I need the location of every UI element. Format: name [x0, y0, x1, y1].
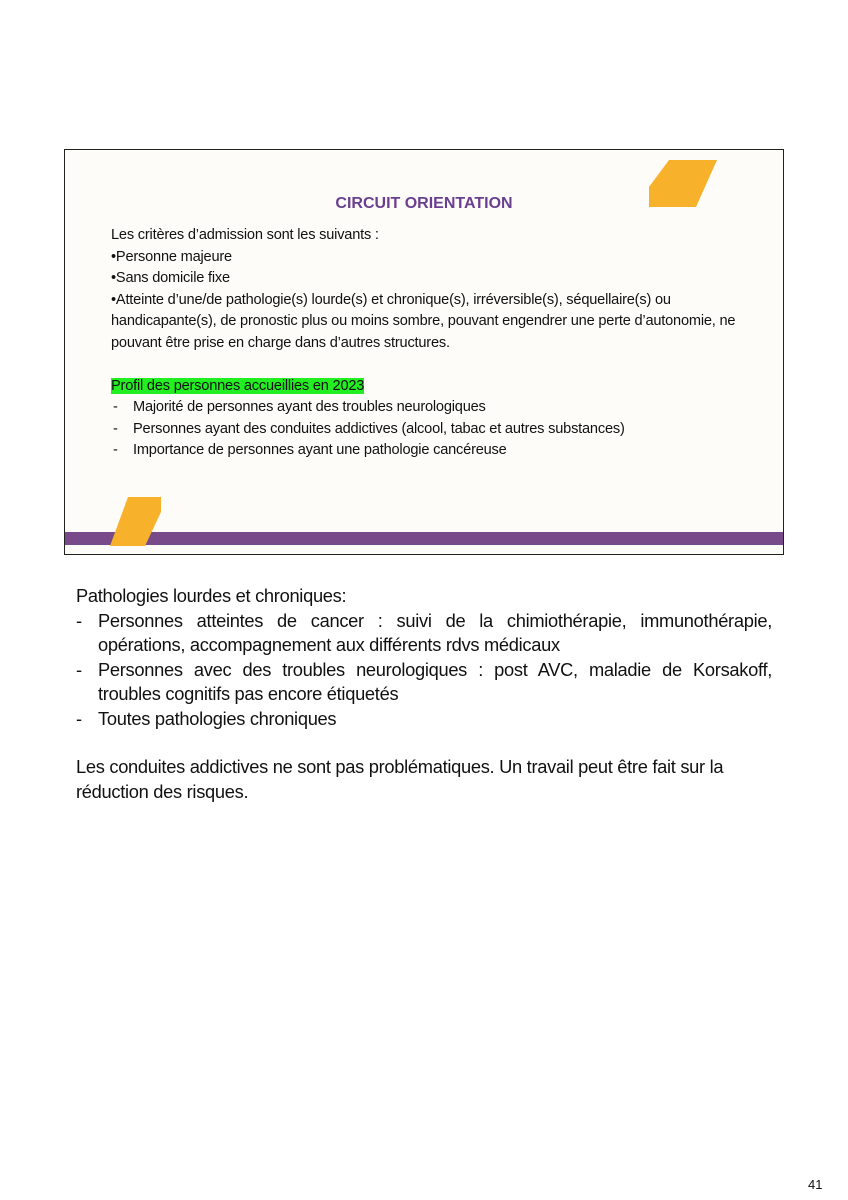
purple-band — [65, 532, 783, 545]
page-number: 41 — [808, 1177, 823, 1192]
profile-item — [111, 440, 751, 462]
dash-bullet: - — [76, 658, 82, 680]
profile-item-text: Importance de personnes ayant une pathologie cancéreuse — [133, 442, 507, 458]
notes-item — [76, 707, 772, 732]
profile-item — [111, 397, 751, 419]
notes-heading: Pathologies lourdes et chroniques: — [76, 585, 347, 606]
notes-item — [76, 609, 772, 658]
slide-frame — [64, 149, 784, 555]
notes-item-text: Toutes pathologies chroniques — [98, 707, 337, 729]
slide-title: CIRCUIT ORIENTATION — [335, 195, 513, 212]
dash-bullet: - — [76, 707, 82, 729]
notes-closing: Les conduites addictives ne sont pas problématiques. Un travail peut être fait sur la réduction des risques. — [76, 756, 724, 802]
notes-item — [76, 658, 772, 707]
criterion-item: •Atteinte d’une/de pathologie(s) lourde(s) et chronique(s), irréversible(s), séquellaire(s) ou handicapante(s), de pronostic plus ou moins sombre, pouvant engendrer une perte d’autonomie, ne pouvant être prise en charge dans d’autres structures. — [111, 291, 736, 351]
criteria-intro: Les critères d’admission sont les suivants : — [111, 227, 379, 243]
notes-item-text: Personnes atteintes de cancer : suivi de la chimiothérapie, immunothérapie, opérations, accompagnement aux différents rdvs médicaux — [98, 609, 772, 655]
profile-item — [111, 419, 751, 441]
spacer — [111, 354, 751, 376]
criterion-item: •Personne majeure — [111, 248, 232, 265]
dash-bullet: - — [76, 609, 82, 631]
profile-heading: Profil des personnes accueillies en 2023 — [111, 377, 365, 394]
dash-bullet: - — [113, 420, 118, 437]
dash-bullet: - — [113, 399, 118, 415]
slide-body — [111, 225, 751, 462]
notes-section — [76, 584, 772, 804]
criterion-item: •Sans domicile fixe — [111, 270, 230, 286]
notes-list — [76, 609, 772, 732]
spacer — [76, 731, 772, 755]
profile-item-text: Personnes ayant des conduites addictives (alcool, tabac et autres substances) — [133, 420, 625, 437]
accent-shape-bottom-left — [110, 497, 162, 547]
dash-bullet: - — [113, 442, 118, 458]
notes-item-text: Personnes avec des troubles neurologiques : post AVC, maladie de Korsakoff, troubles cognitifs pas encore étiquetés — [98, 658, 772, 704]
profile-list — [111, 397, 751, 462]
profile-item-text: Majorité de personnes ayant des troubles neurologiques — [133, 399, 486, 415]
